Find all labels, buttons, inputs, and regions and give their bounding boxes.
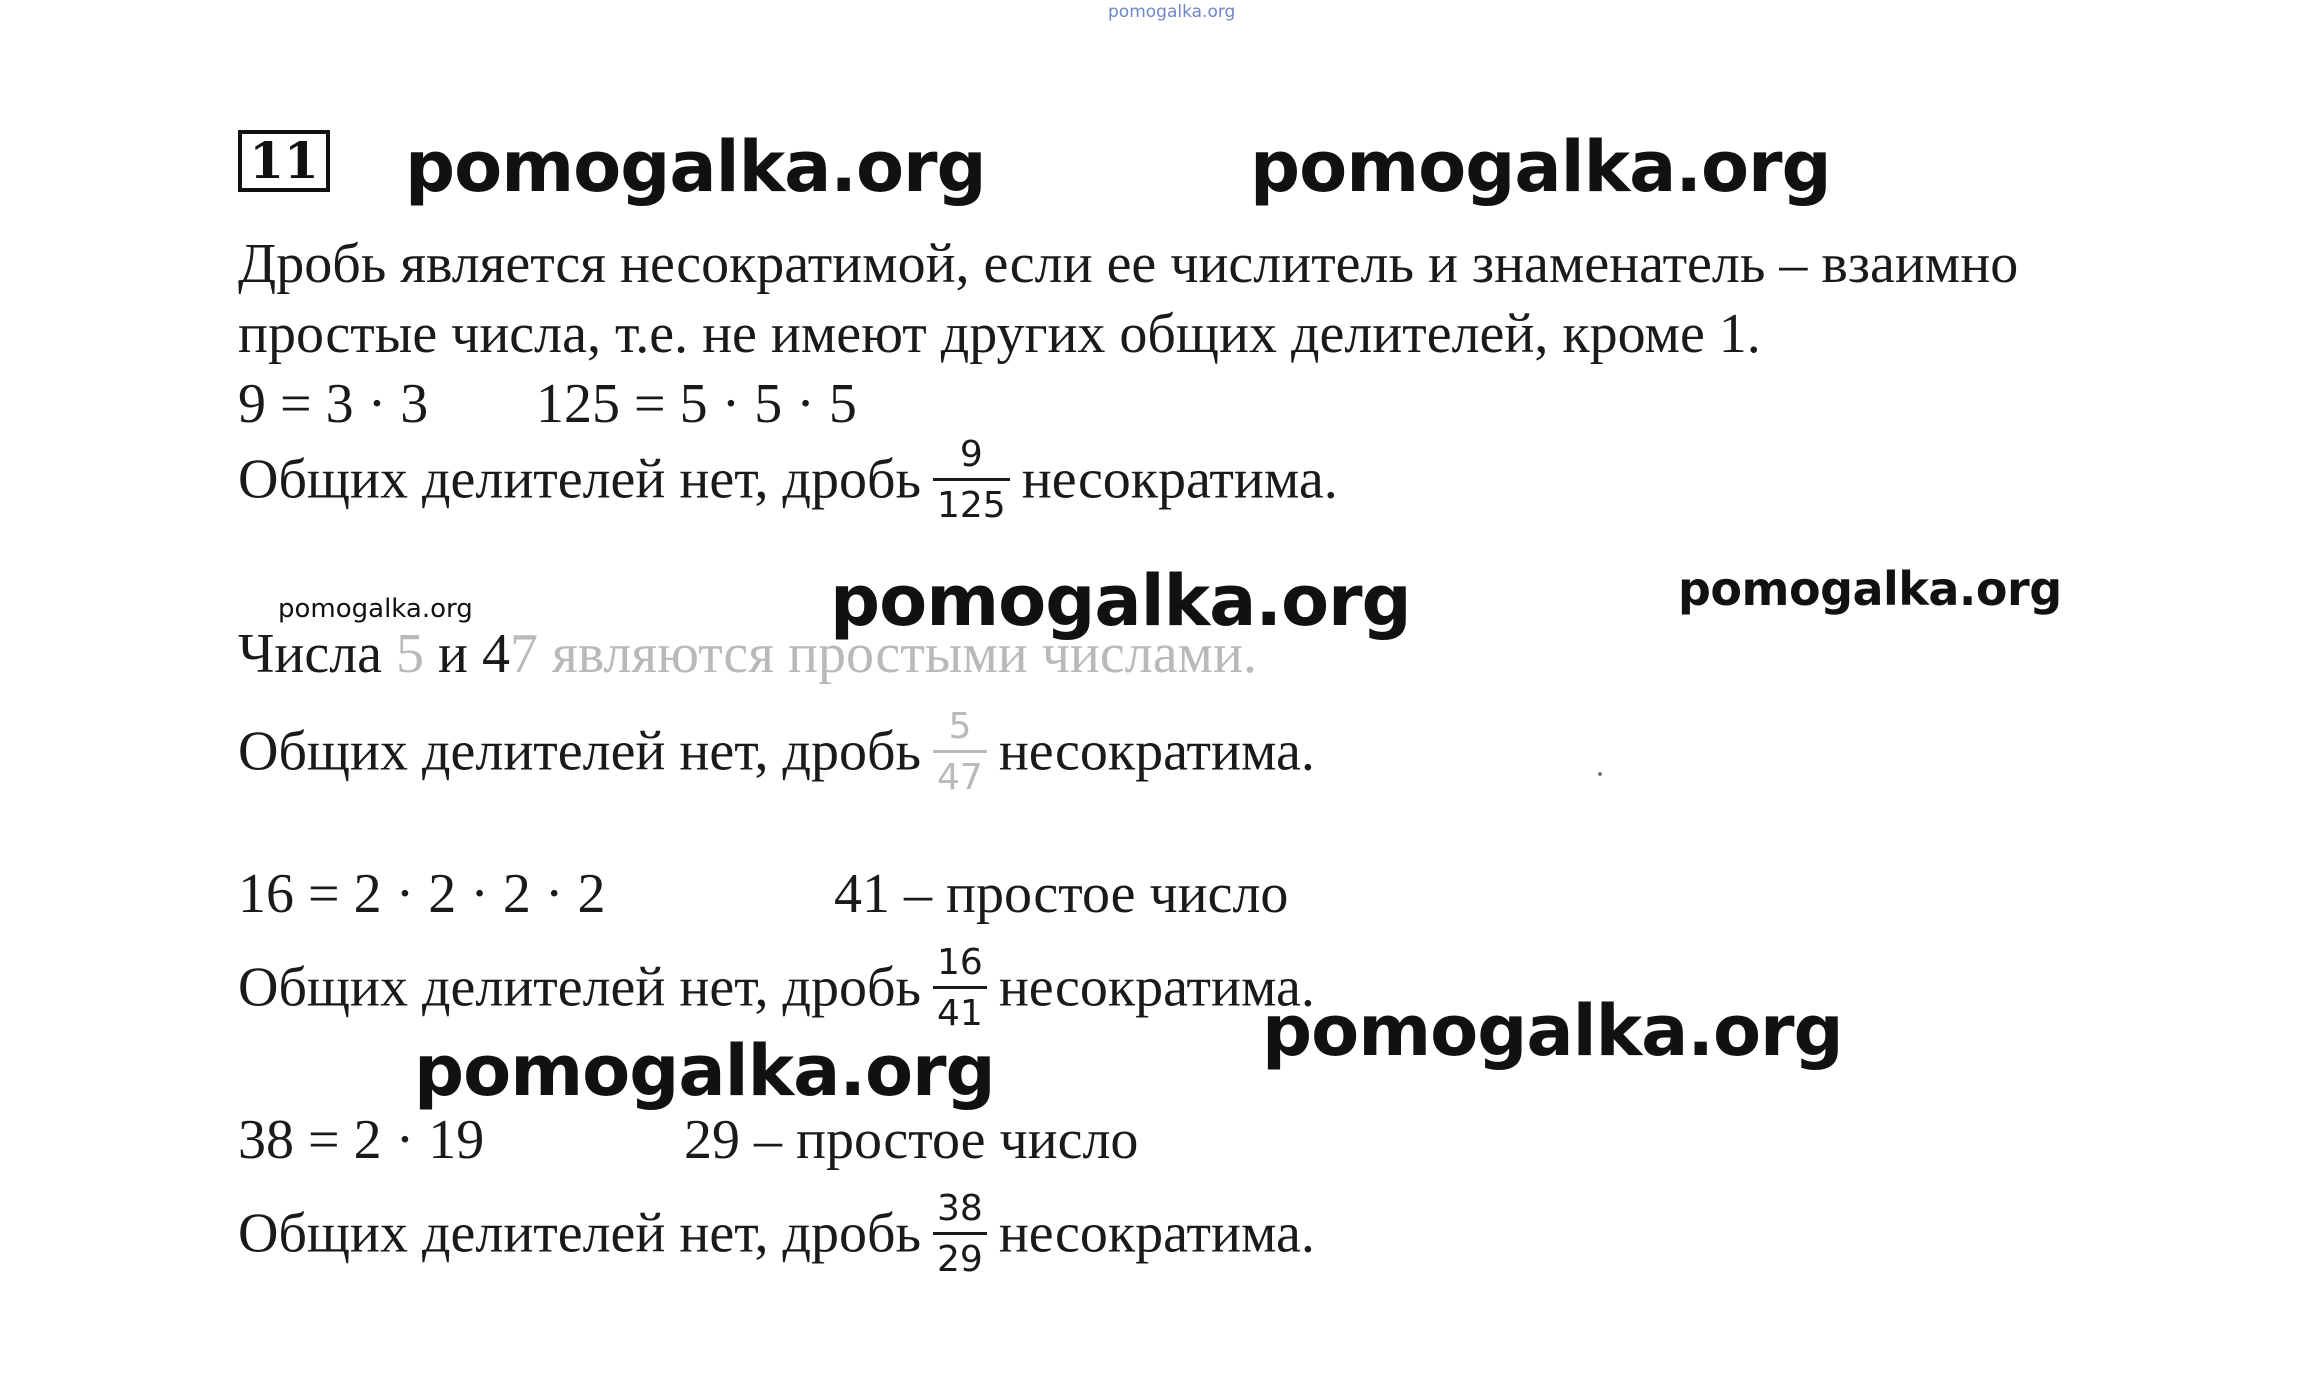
watermark: pomogalka.org (278, 594, 473, 624)
factorization: 125 = 5 · 5 · 5 (536, 373, 857, 435)
conclusion-line (238, 706, 1315, 803)
fraction-bar (933, 1232, 987, 1235)
primes-word: и (438, 623, 468, 685)
prime-number: 5 (396, 623, 425, 685)
conclusion-text: несократима. (998, 720, 1315, 783)
conclusion-text: Общих делителей нет, дробь (238, 956, 921, 1019)
fraction-bar (933, 986, 987, 989)
conclusion-text: делителей нет, дробь (422, 720, 921, 783)
fraction-denominator: 29 (937, 1239, 983, 1281)
prime-number (482, 623, 538, 685)
factorization: 38 = 2 · 19 (238, 1109, 485, 1171)
watermark: pomogalka.org (830, 560, 1411, 642)
site-mark-top: pomogalka.org (1108, 2, 1236, 22)
intro-line-1: Дробь является несократимой, если ее числитель и знаменатель – взаимно (238, 233, 2019, 295)
factorization: 9 = 3 · 3 (238, 373, 429, 435)
primes-statement (238, 623, 1257, 685)
fraction (933, 434, 1010, 527)
conclusion-text: Общих (238, 720, 409, 783)
prime-digit: 7 (510, 623, 538, 685)
fraction-numerator: 5 (948, 706, 972, 747)
conclusion-text: Общих делителей нет, дробь (238, 448, 921, 511)
primes-word: Числа (238, 623, 383, 685)
fraction-numerator: 9 (959, 434, 983, 475)
conclusion-line (238, 1188, 1315, 1285)
watermark: pomogalka.org (1678, 562, 2062, 616)
factorization: 16 = 2 · 2 · 2 · 2 (238, 863, 606, 925)
fraction-bar (933, 750, 987, 753)
watermark: pomogalka.org (414, 1030, 995, 1112)
speck (1598, 772, 1602, 776)
watermark: pomogalka.org (1250, 126, 1831, 208)
primes-tail: являются простыми числами. (552, 623, 1257, 685)
conclusion-line (238, 942, 1315, 1039)
fraction-denominator: 125 (937, 485, 1006, 527)
fraction-denominator: 41 (937, 993, 983, 1035)
conclusion-text: Общих делителей нет, дробь (238, 1202, 921, 1265)
fraction-numerator: 38 (937, 1188, 983, 1229)
fraction-numerator: 16 (937, 942, 983, 983)
conclusion-text: несократима. (998, 1202, 1315, 1265)
prime-digit: 4 (482, 623, 510, 685)
watermark: pomogalka.org (1262, 990, 1843, 1072)
task-number: 11 (249, 131, 319, 190)
intro-line-2: простые числа, т.е. не имеют других общих делителей, кроме 1. (238, 303, 1761, 365)
conclusion-text: несократима. (998, 956, 1315, 1019)
prime-note: 41 – простое число (834, 863, 1289, 925)
watermark: pomogalka.org (405, 126, 986, 208)
fraction-bar (933, 478, 1010, 481)
conclusion-text: несократима. (1021, 448, 1338, 511)
fraction (933, 942, 987, 1035)
fraction-denominator: 47 (937, 757, 983, 799)
fraction (933, 706, 987, 799)
task-number-box (238, 130, 330, 192)
conclusion-line (238, 434, 1338, 531)
prime-note: 29 – простое число (684, 1109, 1139, 1171)
fraction (933, 1188, 987, 1281)
